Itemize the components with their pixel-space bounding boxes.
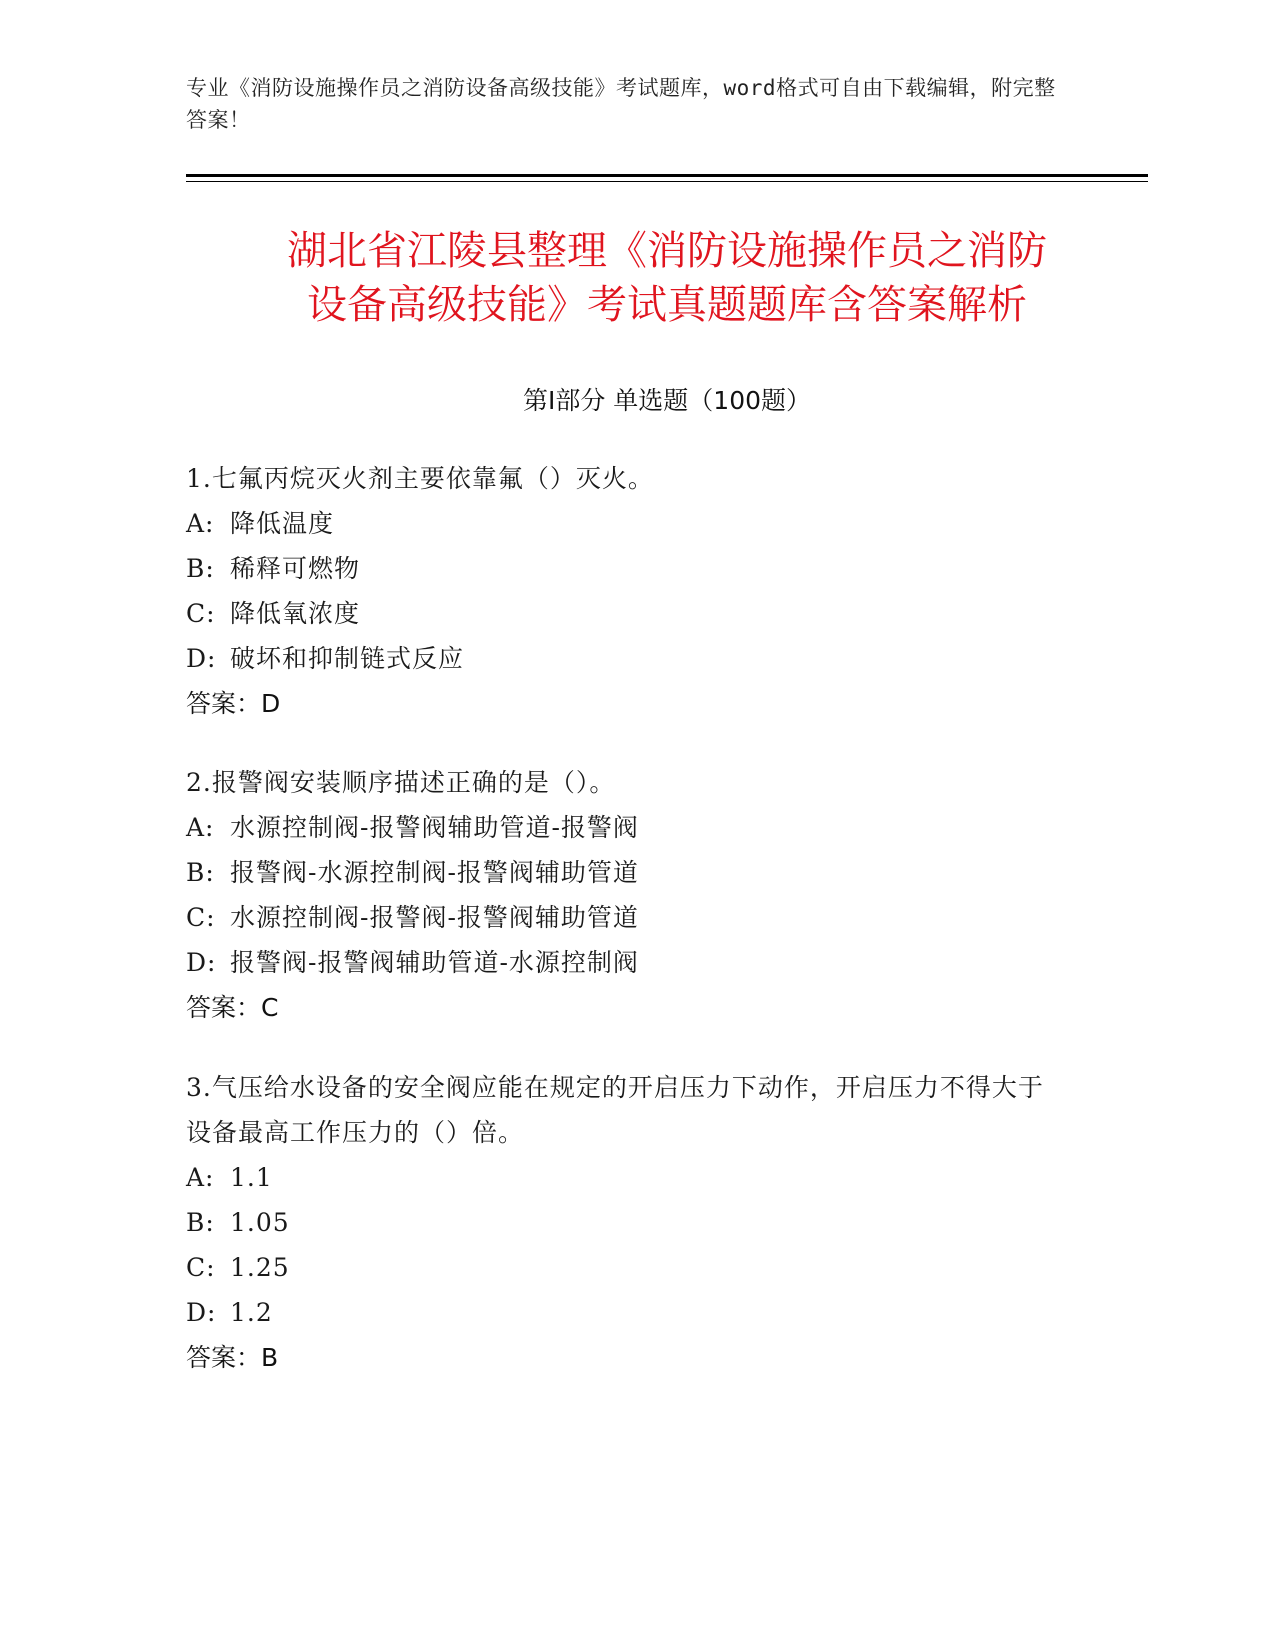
option-text: 报警阀-报警阀辅助管道-水源控制阀 bbox=[230, 948, 639, 977]
header-rule-thin bbox=[186, 181, 1148, 182]
option-letter: D: bbox=[186, 948, 217, 977]
option-text: 1.2 bbox=[230, 1298, 273, 1327]
document-title-line-2: 设备高级技能》考试真题题库含答案解析 bbox=[307, 282, 1027, 328]
question-option-b bbox=[186, 850, 1066, 895]
document-title-line-1: 湖北省江陵县整理《消防设施操作员之消防 bbox=[287, 228, 1047, 274]
question-answer: 答案：C bbox=[186, 993, 279, 1022]
question-text: 3.气压给水设备的安全阀应能在规定的开启压力下动作，开启压力不得大于设备最高工作压力的（）倍。 bbox=[186, 1073, 1044, 1147]
option-text: 稀释可燃物 bbox=[230, 554, 361, 583]
option-letter: B: bbox=[186, 1208, 215, 1237]
question-1 bbox=[186, 456, 1066, 726]
option-letter: D: bbox=[186, 1298, 217, 1327]
question-option-b bbox=[186, 546, 1066, 591]
question-option-a bbox=[186, 501, 1066, 546]
document-title bbox=[186, 224, 1148, 332]
section-title: 第Ⅰ部分 单选题（100题） bbox=[522, 386, 812, 415]
question-option-a bbox=[186, 805, 1066, 850]
option-letter: C: bbox=[186, 599, 216, 628]
question-3 bbox=[186, 1065, 1066, 1380]
option-letter: C: bbox=[186, 903, 216, 932]
option-letter: B: bbox=[186, 858, 215, 887]
option-letter: B: bbox=[186, 554, 215, 583]
option-letter: D: bbox=[186, 644, 217, 673]
option-text: 1.05 bbox=[230, 1208, 290, 1237]
question-option-c bbox=[186, 1245, 1066, 1290]
question-text: 2.报警阀安装顺序描述正确的是（）。 bbox=[186, 768, 616, 797]
question-answer: 答案：D bbox=[186, 689, 281, 718]
question-option-d bbox=[186, 940, 1066, 985]
question-option-b bbox=[186, 1200, 1066, 1245]
header-rule-thick bbox=[186, 174, 1148, 177]
option-letter: C: bbox=[186, 1253, 216, 1282]
option-text: 水源控制阀-报警阀-报警阀辅助管道 bbox=[230, 903, 639, 932]
question-option-d bbox=[186, 1290, 1066, 1335]
option-letter: A: bbox=[186, 1163, 215, 1192]
option-text: 破坏和抑制链式反应 bbox=[230, 644, 465, 673]
question-answer: 答案：B bbox=[186, 1343, 279, 1372]
option-text: 1.25 bbox=[230, 1253, 290, 1282]
option-text: 降低温度 bbox=[230, 509, 335, 538]
option-text: 降低氧浓度 bbox=[230, 599, 361, 628]
option-text: 报警阀-水源控制阀-报警阀辅助管道 bbox=[230, 858, 639, 887]
option-letter: A: bbox=[186, 813, 215, 842]
header-note: 专业《消防设施操作员之消防设备高级技能》考试题库，word格式可自由下载编辑，附完整答案！ bbox=[186, 76, 1056, 132]
question-option-c bbox=[186, 895, 1066, 940]
option-text: 水源控制阀-报警阀辅助管道-报警阀 bbox=[230, 813, 639, 842]
option-letter: A: bbox=[186, 509, 215, 538]
question-option-c bbox=[186, 591, 1066, 636]
question-option-a bbox=[186, 1155, 1066, 1200]
question-text: 1.七氟丙烷灭火剂主要依靠氟（）灭火。 bbox=[186, 464, 654, 493]
question-2 bbox=[186, 760, 1066, 1030]
option-text: 1.1 bbox=[230, 1163, 273, 1192]
question-option-d bbox=[186, 636, 1066, 681]
